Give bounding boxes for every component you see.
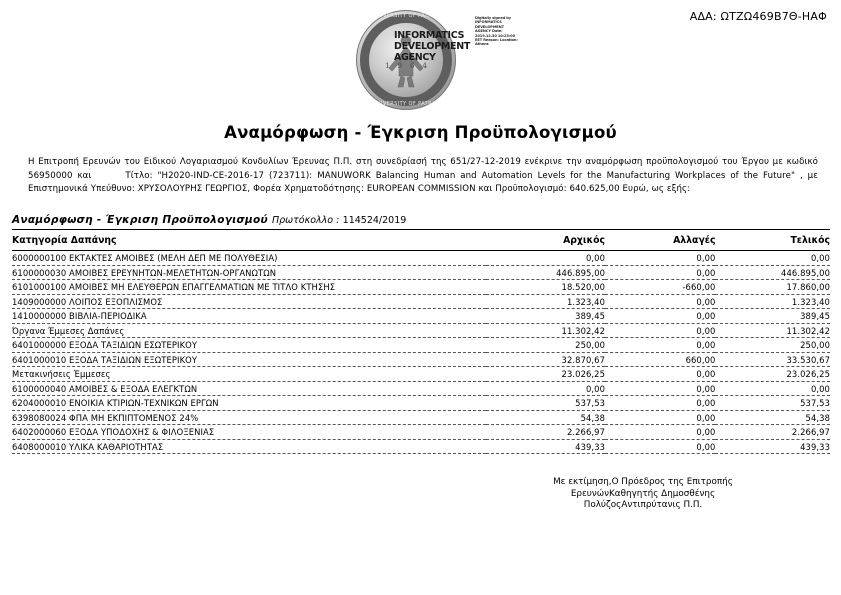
page-title: Αναμόρφωση - Έγκριση Προϋπολογισμού [224,123,617,142]
cell-change: 660,00 [605,352,715,367]
cell-initial: 1.323,40 [486,294,605,309]
intro-part-3: Τίτλο: "H2020-IND-CE-2016-17 (723711): MANUWORK Balancing Human and Automation Levels for the Manufacturing Workplaces of the Future" , με Επιστημονικά Υπεύθυνο: ΧΡΥΣΟΛΟΥΡΗΣ ΓΕΩΡΓΙΟΣ, Φορέα Χρηματοδότησης: EUROPEAN COMMISSION και Προϋπολογισμό: 640.625,00 Ευρώ, ως εξής: [28,170,818,194]
table-header-row [12,234,830,251]
ada-code: ΑΔΑ: ΩΤΖΩ469Β7Θ-ΗΑΦ [689,10,827,23]
cell-category: 6402000060 ΕΞΟΔΑ ΥΠΟΔΟΧΗΣ & ΦΙΛΟΞΕΝΙΑΣ [12,425,486,440]
cell-change: 0,00 [605,265,715,280]
cell-change: 0,00 [605,251,715,266]
cell-initial: 18.520,00 [486,280,605,295]
table-row [12,280,830,295]
cell-category: 6000000100 ΕΚΤΑΚΤΕΣ ΑΜΟΙΒΕΣ (ΜΕΛΗ ΔΕΠ ΜΕ ΠΟΛΥΘΕΣΙΑ) [12,251,486,266]
cell-initial: 32.870,67 [486,352,605,367]
cell-category: Μετακινήσεις Έμμεσες [12,367,486,382]
table-row [12,352,830,367]
cell-final: 33.530,67 [715,352,830,367]
cell-final: 54,38 [715,410,830,425]
cell-change: 0,00 [605,396,715,411]
seal-ring-top-text: UNIVERSITY OF PATRAS [372,13,440,19]
section-header [12,214,830,230]
cell-category: 6204000010 ΕΝΟΙΚΙΑ ΚΤΙΡΙΩΝ-ΤΕΧΝΙΚΩΝ ΕΡΓΩΝ [12,396,486,411]
cell-initial: 537,53 [486,396,605,411]
cell-final: 2.266,97 [715,425,830,440]
column-header-initial: Αρχικός [486,234,605,251]
intro-part-2: 56950000 και [28,170,92,181]
column-header-category: Κατηγορία Δαπάνης [12,234,486,251]
cell-final: 389,45 [715,309,830,324]
cell-initial: 446.895,00 [486,265,605,280]
cell-initial: 389,45 [486,309,605,324]
cell-category: 6100000040 ΑΜΟΙΒΕΣ & ΕΞΟΔΑ ΕΛΕΓΚΤΩΝ [12,381,486,396]
cell-category: 6101000100 ΑΜΟΙΒΕΣ ΜΗ ΕΛΕΥΘΕΡΩΝ ΕΠΑΓΓΕΛΜΑΤΙΩΝ ΜΕ ΤΙΤΛΟ ΚΤΗΣΗΣ [12,280,486,295]
table-row [12,323,830,338]
signature-line-3: ΠολύζοςΑντιπρύτανις Π.Π. [583,500,703,510]
cell-change: 0,00 [605,381,715,396]
table-row [12,309,830,324]
cell-change: 0,00 [605,367,715,382]
letterhead-logo-block [332,4,518,116]
cell-final: 17.860,00 [715,280,830,295]
intro-part-1: Η Επιτροπή Ερευνών του Ειδικού Λογαριασμού Κονδυλίων Έρευνας Π.Π. στη συνεδρίασή της 651/27-12-2019 ενέκρινε την αναμόρφωση προϋπολογισμού του Έργου με κωδικό [28,157,818,167]
cell-final: 23.026,25 [715,367,830,382]
table-row [12,265,830,280]
cell-initial: 11.302,42 [486,323,605,338]
table-row [12,294,830,309]
cell-initial: 0,00 [486,381,605,396]
cell-final: 250,00 [715,338,830,353]
cell-category: 6100000030 ΑΜΟΙΒΕΣ ΕΡΕΥΝΗΤΩΝ-ΜΕΛΕΤΗΤΩΝ-ΟΡΓΑΝΩΤΩΝ [12,265,486,280]
signature-line-2: ΕρευνώνΚαθηγητής Δημοσθένης [570,488,716,499]
cell-change: 0,00 [605,294,715,309]
cell-final: 0,00 [715,381,830,396]
cell-change: 0,00 [605,323,715,338]
cell-category: 1410000000 ΒΙΒΛΙΑ-ΠΕΡΙΟΔΙΚΑ [12,309,486,324]
cell-final: 439,33 [715,439,830,454]
protocol-value: 114524/2019 [342,215,407,226]
cell-initial: 250,00 [486,338,605,353]
cell-category: 1409000000 ΛΟΙΠΟΣ ΕΞΟΠΛΙΣΜΟΣ [12,294,486,309]
budget-table-body [12,251,830,454]
budget-table-section [12,214,830,454]
table-row [12,251,830,266]
cell-change: 0,00 [605,338,715,353]
intro-paragraph [28,156,818,197]
signature-line-1: Με εκτίμηση,Ο Πρόεδρος της Επιτροπής [553,477,733,487]
digital-signature-stamp: Digitally signed by INFORMATICS DEVELOPMENT AGENCY Date: 2019.12.30 10:23:00 EET Reason: Location: Athens [475,16,518,47]
cell-change: 0,00 [605,425,715,440]
table-row [12,396,830,411]
cell-final: 537,53 [715,396,830,411]
table-row [12,367,830,382]
cell-initial: 54,38 [486,410,605,425]
cell-final: 11.302,42 [715,323,830,338]
cell-final: 0,00 [715,251,830,266]
table-row [12,338,830,353]
column-header-final: Τελικός [715,234,830,251]
cell-change: 0,00 [605,439,715,454]
column-header-changes: Αλλαγές [605,234,715,251]
table-row [12,439,830,454]
cell-category: Όργανα Έμμεσες Δαπάνες [12,323,486,338]
table-row [12,410,830,425]
cell-change: 0,00 [605,410,715,425]
cell-change: 0,00 [605,309,715,324]
cell-initial: 2.266,97 [486,425,605,440]
section-header-title: Αναμόρφωση - Έγκριση Προϋπολογισμού [12,214,268,226]
agency-name-overlay: INFORMATICS DEVELOPMENT AGENCY [394,30,471,63]
cell-category: 6408000010 ΥΛΙΚΑ ΚΑΘΑΡΙΟΤΗΤΑΣ [12,439,486,454]
cell-category: 6401000010 ΕΞΟΔΑ ΤΑΞΙΔΙΩΝ ΕΞΩΤΕΡΙΚΟΥ [12,352,486,367]
cell-initial: 0,00 [486,251,605,266]
cell-final: 1.323,40 [715,294,830,309]
budget-table [12,234,830,454]
cell-change: -660,00 [605,280,715,295]
cell-final: 446.895,00 [715,265,830,280]
signature-block [493,477,793,512]
cell-initial: 23.026,25 [486,367,605,382]
seal-year: 1964 [385,62,435,70]
table-row [12,425,830,440]
cell-initial: 439,33 [486,439,605,454]
cell-category: 6401000000 ΕΞΟΔΑ ΤΑΞΙΔΙΩΝ ΕΣΩΤΕΡΙΚΟΥ [12,338,486,353]
table-row [12,381,830,396]
seal-ring-bottom-text: UNIVERSITY OF PATRAS [372,101,440,107]
protocol-label: Πρωτόκολλο : [271,215,340,226]
cell-category: 6398080024 ΦΠΑ ΜΗ ΕΚΠΙΠΤΟΜΕΝΟΣ 24% [12,410,486,425]
